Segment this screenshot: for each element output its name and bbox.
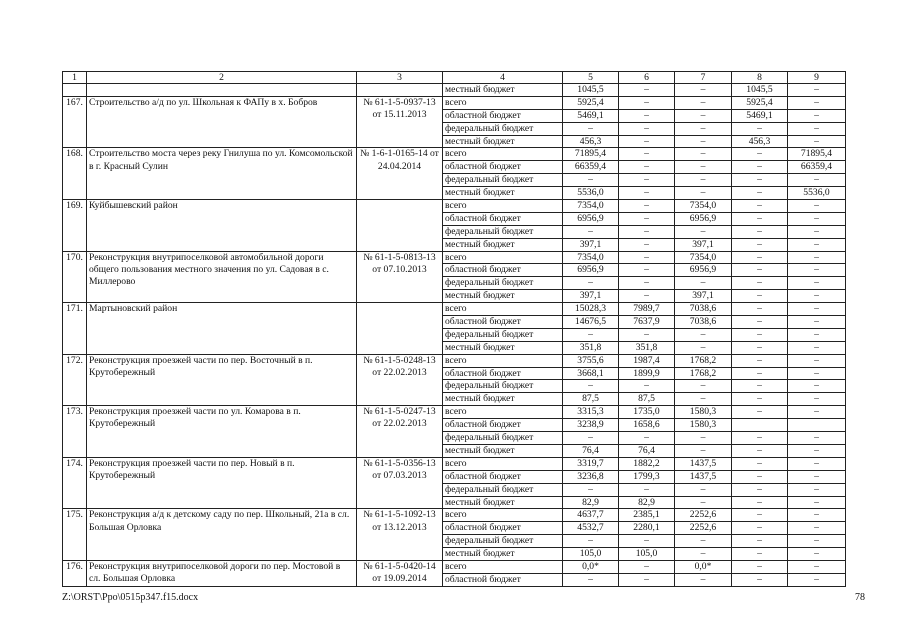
amount-cell: 2280,1 — [619, 522, 675, 535]
funding-source: федеральный бюджет — [443, 380, 563, 393]
funding-source: всего — [443, 200, 563, 213]
amount-cell: – — [732, 573, 788, 586]
funding-source: местный бюджет — [443, 84, 563, 97]
object-name: Строительство моста через реку Гнилуша по ул. Комсомольской в г. Красный Сулин — [87, 148, 357, 200]
amount-cell: – — [619, 328, 675, 341]
document-number: № 1-6-1-0165-14 от 24.04.2014 — [357, 148, 443, 200]
amount-cell: 3315,3 — [563, 406, 619, 419]
amount-cell: 351,8 — [563, 341, 619, 354]
amount-cell: 6956,9 — [563, 264, 619, 277]
object-name: Куйбышевский район — [87, 200, 357, 252]
amount-cell: 7354,0 — [563, 200, 619, 213]
funding-source: местный бюджет — [443, 238, 563, 251]
amount-cell: 2385,1 — [619, 509, 675, 522]
funding-source: местный бюджет — [443, 290, 563, 303]
amount-cell: – — [619, 238, 675, 251]
funding-source: федеральный бюджет — [443, 277, 563, 290]
table-row — [63, 457, 846, 470]
amount-cell: – — [732, 264, 788, 277]
funding-source: местный бюджет — [443, 187, 563, 200]
amount-cell: – — [732, 522, 788, 535]
amount-cell: 397,1 — [675, 290, 732, 303]
funding-source: всего — [443, 96, 563, 109]
amount-cell: – — [788, 174, 846, 187]
amount-cell: 5536,0 — [563, 187, 619, 200]
amount-cell: 82,9 — [563, 496, 619, 509]
amount-cell: – — [732, 560, 788, 573]
amount-cell: 3236,8 — [563, 470, 619, 483]
amount-cell: – — [788, 225, 846, 238]
amount-cell: 4532,7 — [563, 522, 619, 535]
amount-cell: 1045,5 — [732, 84, 788, 97]
document-number: № 61-1-5-0420-14 от 19.09.2014 — [357, 560, 443, 586]
amount-cell: 66359,4 — [563, 161, 619, 174]
amount-cell: – — [788, 303, 846, 316]
amount-cell: – — [619, 573, 675, 586]
amount-cell: 351,8 — [619, 341, 675, 354]
document-number: № 61-1-5-1092-13 от 13.12.2013 — [357, 509, 443, 561]
amount-cell: 7038,6 — [675, 316, 732, 329]
amount-cell: 1768,2 — [675, 367, 732, 380]
amount-cell: – — [619, 483, 675, 496]
amount-cell: 5469,1 — [563, 109, 619, 122]
funding-source: областной бюджет — [443, 161, 563, 174]
amount-cell: – — [732, 122, 788, 135]
document-number: № 61-1-5-0248-13 от 22.02.2013 — [357, 354, 443, 406]
table-row — [63, 303, 846, 316]
amount-cell: – — [619, 135, 675, 148]
amount-cell: – — [788, 109, 846, 122]
amount-cell: – — [788, 367, 846, 380]
amount-cell: 5469,1 — [732, 109, 788, 122]
amount-cell: – — [732, 187, 788, 200]
amount-cell: – — [675, 277, 732, 290]
amount-cell: – — [788, 341, 846, 354]
funding-source: местный бюджет — [443, 393, 563, 406]
amount-cell: – — [732, 303, 788, 316]
col-header: 1 — [63, 72, 87, 84]
amount-cell: – — [619, 161, 675, 174]
amount-cell: – — [788, 444, 846, 457]
object-name: Реконструкция проезжей части по пер. Новый в п. Крутобережный — [87, 457, 357, 509]
budget-table — [62, 71, 846, 587]
funding-source: всего — [443, 148, 563, 161]
amount-cell: – — [675, 380, 732, 393]
amount-cell: 6956,9 — [563, 212, 619, 225]
col-header: 4 — [443, 72, 563, 84]
amount-cell: 82,9 — [619, 496, 675, 509]
header-row — [63, 72, 846, 84]
amount-cell: – — [732, 470, 788, 483]
amount-cell: – — [788, 393, 846, 406]
amount-cell: – — [732, 341, 788, 354]
funding-source: областной бюджет — [443, 109, 563, 122]
amount-cell: – — [675, 573, 732, 586]
amount-cell: – — [619, 225, 675, 238]
funding-source: федеральный бюджет — [443, 174, 563, 187]
funding-source: областной бюджет — [443, 522, 563, 535]
amount-cell: 1658,6 — [619, 419, 675, 432]
amount-cell: 2252,6 — [675, 522, 732, 535]
amount-cell: – — [675, 483, 732, 496]
amount-cell: – — [732, 483, 788, 496]
amount-cell: – — [619, 380, 675, 393]
amount-cell: – — [675, 225, 732, 238]
object-name: Мартыновский район — [87, 303, 357, 355]
amount-cell: 456,3 — [563, 135, 619, 148]
col-header: 5 — [563, 72, 619, 84]
amount-cell: – — [619, 187, 675, 200]
amount-cell: 87,5 — [563, 393, 619, 406]
amount-cell: 1899,9 — [619, 367, 675, 380]
col-header: 2 — [87, 72, 357, 84]
table-row — [63, 148, 846, 161]
amount-cell: – — [675, 96, 732, 109]
amount-cell: – — [732, 238, 788, 251]
row-number: 169. — [63, 200, 87, 252]
document-number — [357, 303, 443, 355]
amount-cell: 1437,5 — [675, 457, 732, 470]
funding-source: всего — [443, 354, 563, 367]
funding-source: всего — [443, 406, 563, 419]
funding-source: местный бюджет — [443, 496, 563, 509]
row-number: 174. — [63, 457, 87, 509]
table-row — [63, 354, 846, 367]
amount-cell: – — [788, 457, 846, 470]
amount-cell: – — [788, 264, 846, 277]
amount-cell: 2252,6 — [675, 509, 732, 522]
amount-cell: 397,1 — [563, 238, 619, 251]
amount-cell: 1799,3 — [619, 470, 675, 483]
funding-source: местный бюджет — [443, 135, 563, 148]
amount-cell: – — [675, 148, 732, 161]
amount-cell: – — [675, 122, 732, 135]
amount-cell: 0,0* — [675, 560, 732, 573]
funding-source: всего — [443, 560, 563, 573]
funding-source: всего — [443, 509, 563, 522]
amount-cell: – — [788, 535, 846, 548]
funding-source: федеральный бюджет — [443, 432, 563, 445]
amount-cell: – — [788, 200, 846, 213]
row-number: 176. — [63, 560, 87, 586]
funding-source: федеральный бюджет — [443, 535, 563, 548]
amount-cell: – — [732, 212, 788, 225]
funding-source: областной бюджет — [443, 573, 563, 586]
object-name: Реконструкция проезжей части по ул. Комарова в п. Крутобережный — [87, 406, 357, 458]
amount-cell: – — [619, 122, 675, 135]
funding-source: областной бюджет — [443, 419, 563, 432]
amount-cell: – — [619, 174, 675, 187]
amount-cell: – — [788, 96, 846, 109]
amount-cell — [732, 419, 788, 432]
object-name — [87, 84, 357, 97]
amount-cell: 1437,5 — [675, 470, 732, 483]
amount-cell: – — [675, 109, 732, 122]
amount-cell: 1735,0 — [619, 406, 675, 419]
amount-cell: 1580,3 — [675, 406, 732, 419]
funding-source: областной бюджет — [443, 316, 563, 329]
col-header: 7 — [675, 72, 732, 84]
amount-cell: – — [619, 290, 675, 303]
amount-cell: 456,3 — [732, 135, 788, 148]
amount-cell: – — [732, 200, 788, 213]
amount-cell: – — [732, 548, 788, 561]
amount-cell: – — [788, 406, 846, 419]
funding-source: федеральный бюджет — [443, 122, 563, 135]
amount-cell: – — [788, 316, 846, 329]
object-name: Реконструкция внутрипоселковой дороги по пер. Мостовой в сл. Большая Орловка — [87, 560, 357, 586]
amount-cell: – — [732, 444, 788, 457]
object-name: Реконструкция а/д к детскому саду по пер. Школьный, 21а в сл. Большая Орловка — [87, 509, 357, 561]
amount-cell: – — [675, 135, 732, 148]
file-path: Z:\ORST\Ppo\0515p347.f15.docx — [62, 592, 199, 603]
amount-cell: 5925,4 — [563, 96, 619, 109]
amount-cell: 71895,4 — [563, 148, 619, 161]
amount-cell: 87,5 — [619, 393, 675, 406]
col-header: 9 — [788, 72, 846, 84]
amount-cell: – — [788, 212, 846, 225]
amount-cell: – — [788, 470, 846, 483]
amount-cell: – — [788, 573, 846, 586]
amount-cell: – — [675, 432, 732, 445]
amount-cell: 397,1 — [563, 290, 619, 303]
amount-cell: – — [563, 573, 619, 586]
object-name: Реконструкция внутрипоселковой автомобильной дороги общего пользования местного значения по ул. Садовая в с. Миллерово — [87, 251, 357, 303]
amount-cell: 76,4 — [619, 444, 675, 457]
amount-cell: – — [788, 354, 846, 367]
funding-source: областной бюджет — [443, 367, 563, 380]
amount-cell: – — [675, 328, 732, 341]
amount-cell: – — [563, 432, 619, 445]
amount-cell: – — [619, 560, 675, 573]
amount-cell: – — [675, 496, 732, 509]
amount-cell: – — [675, 444, 732, 457]
amount-cell: – — [563, 122, 619, 135]
amount-cell: – — [563, 225, 619, 238]
amount-cell: – — [732, 225, 788, 238]
amount-cell: – — [732, 251, 788, 264]
amount-cell: – — [788, 496, 846, 509]
amount-cell: – — [563, 328, 619, 341]
table-row — [63, 560, 846, 573]
amount-cell: – — [675, 161, 732, 174]
table-row — [63, 84, 846, 97]
amount-cell: – — [563, 277, 619, 290]
document-number: № 61-1-5-0356-13 от 07.03.2013 — [357, 457, 443, 509]
document-number: № 61-1-5-0813-13 от 07.10.2013 — [357, 251, 443, 303]
amount-cell: – — [675, 393, 732, 406]
amount-cell: – — [788, 277, 846, 290]
document-number: № 61-1-5-0247-13 от 22.02.2013 — [357, 406, 443, 458]
amount-cell: 397,1 — [675, 238, 732, 251]
row-number: 168. — [63, 148, 87, 200]
amount-cell: – — [732, 457, 788, 470]
amount-cell: 3238,9 — [563, 419, 619, 432]
col-header: 3 — [357, 72, 443, 84]
amount-cell: – — [675, 535, 732, 548]
amount-cell: 7354,0 — [563, 251, 619, 264]
amount-cell: – — [732, 406, 788, 419]
amount-cell: – — [788, 380, 846, 393]
amount-cell: – — [788, 522, 846, 535]
amount-cell: 6956,9 — [675, 264, 732, 277]
table-row — [63, 509, 846, 522]
table-body — [63, 72, 846, 587]
funding-source: федеральный бюджет — [443, 483, 563, 496]
amount-cell: 7989,7 — [619, 303, 675, 316]
amount-cell: 1580,3 — [675, 419, 732, 432]
amount-cell: 7637,9 — [619, 316, 675, 329]
amount-cell: – — [675, 174, 732, 187]
amount-cell: – — [788, 483, 846, 496]
amount-cell: – — [675, 548, 732, 561]
amount-cell: – — [732, 316, 788, 329]
table-row — [63, 251, 846, 264]
amount-cell: 3668,1 — [563, 367, 619, 380]
amount-cell: – — [788, 84, 846, 97]
amount-cell: – — [732, 277, 788, 290]
amount-cell: 1768,2 — [675, 354, 732, 367]
amount-cell: 1045,5 — [563, 84, 619, 97]
amount-cell: – — [788, 251, 846, 264]
amount-cell: – — [732, 535, 788, 548]
page-number: 78 — [855, 592, 865, 603]
amount-cell: – — [788, 290, 846, 303]
amount-cell: 5925,4 — [732, 96, 788, 109]
amount-cell: – — [732, 354, 788, 367]
table-row — [63, 200, 846, 213]
funding-source: областной бюджет — [443, 264, 563, 277]
amount-cell: – — [732, 161, 788, 174]
amount-cell: – — [732, 432, 788, 445]
amount-cell: 5536,0 — [788, 187, 846, 200]
amount-cell: – — [619, 535, 675, 548]
amount-cell: – — [788, 135, 846, 148]
amount-cell: – — [619, 109, 675, 122]
amount-cell: – — [788, 509, 846, 522]
amount-cell: 15028,3 — [563, 303, 619, 316]
amount-cell: 71895,4 — [788, 148, 846, 161]
col-header: 8 — [732, 72, 788, 84]
row-number: 170. — [63, 251, 87, 303]
amount-cell: – — [788, 122, 846, 135]
amount-cell: – — [788, 548, 846, 561]
amount-cell: 1882,2 — [619, 457, 675, 470]
row-number: 173. — [63, 406, 87, 458]
amount-cell: 66359,4 — [788, 161, 846, 174]
amount-cell: – — [732, 380, 788, 393]
col-header: 6 — [619, 72, 675, 84]
amount-cell: – — [788, 432, 846, 445]
object-name: Строительство а/д по ул. Школьная к ФАПу в х. Бобров — [87, 96, 357, 148]
amount-cell: – — [732, 509, 788, 522]
amount-cell: – — [732, 290, 788, 303]
amount-cell: – — [788, 238, 846, 251]
amount-cell: – — [788, 328, 846, 341]
amount-cell: – — [619, 148, 675, 161]
amount-cell: – — [619, 200, 675, 213]
amount-cell: – — [619, 277, 675, 290]
amount-cell: – — [675, 187, 732, 200]
document-number — [357, 84, 443, 97]
funding-source: местный бюджет — [443, 444, 563, 457]
amount-cell: – — [732, 174, 788, 187]
amount-cell: – — [619, 84, 675, 97]
amount-cell: – — [732, 328, 788, 341]
funding-source: областной бюджет — [443, 470, 563, 483]
amount-cell: 105,0 — [619, 548, 675, 561]
amount-cell: 3319,7 — [563, 457, 619, 470]
amount-cell: – — [563, 535, 619, 548]
amount-cell: – — [619, 96, 675, 109]
object-name: Реконструкция проезжей части по пер. Восточный в п. Крутобережный — [87, 354, 357, 406]
amount-cell: – — [788, 560, 846, 573]
funding-source: областной бюджет — [443, 212, 563, 225]
table-row — [63, 406, 846, 419]
amount-cell: – — [619, 264, 675, 277]
amount-cell: – — [732, 148, 788, 161]
amount-cell: 14676,5 — [563, 316, 619, 329]
funding-source: федеральный бюджет — [443, 328, 563, 341]
funding-source: федеральный бюджет — [443, 225, 563, 238]
amount-cell: – — [675, 341, 732, 354]
amount-cell: – — [619, 432, 675, 445]
document-number: № 61-1-5-0937-13 от 15.11.2013 — [357, 96, 443, 148]
funding-source: всего — [443, 457, 563, 470]
row-number: 172. — [63, 354, 87, 406]
amount-cell: – — [563, 380, 619, 393]
amount-cell: 76,4 — [563, 444, 619, 457]
amount-cell: 0,0* — [563, 560, 619, 573]
amount-cell: 6956,9 — [675, 212, 732, 225]
amount-cell: 7354,0 — [675, 200, 732, 213]
amount-cell — [788, 419, 846, 432]
amount-cell: – — [619, 251, 675, 264]
amount-cell: 3755,6 — [563, 354, 619, 367]
funding-source: всего — [443, 251, 563, 264]
funding-source: местный бюджет — [443, 548, 563, 561]
amount-cell: 7354,0 — [675, 251, 732, 264]
amount-cell: – — [675, 84, 732, 97]
amount-cell: – — [563, 174, 619, 187]
amount-cell: – — [732, 367, 788, 380]
row-number: 171. — [63, 303, 87, 355]
amount-cell: – — [563, 483, 619, 496]
row-number: 175. — [63, 509, 87, 561]
amount-cell: – — [732, 496, 788, 509]
document-number — [357, 200, 443, 252]
funding-source: всего — [443, 303, 563, 316]
amount-cell: – — [732, 393, 788, 406]
amount-cell: 7038,6 — [675, 303, 732, 316]
funding-source: местный бюджет — [443, 341, 563, 354]
amount-cell: 105,0 — [563, 548, 619, 561]
amount-cell: 1987,4 — [619, 354, 675, 367]
amount-cell: – — [619, 212, 675, 225]
row-number — [63, 84, 87, 97]
table-row — [63, 96, 846, 109]
row-number: 167. — [63, 96, 87, 148]
amount-cell: 4637,7 — [563, 509, 619, 522]
